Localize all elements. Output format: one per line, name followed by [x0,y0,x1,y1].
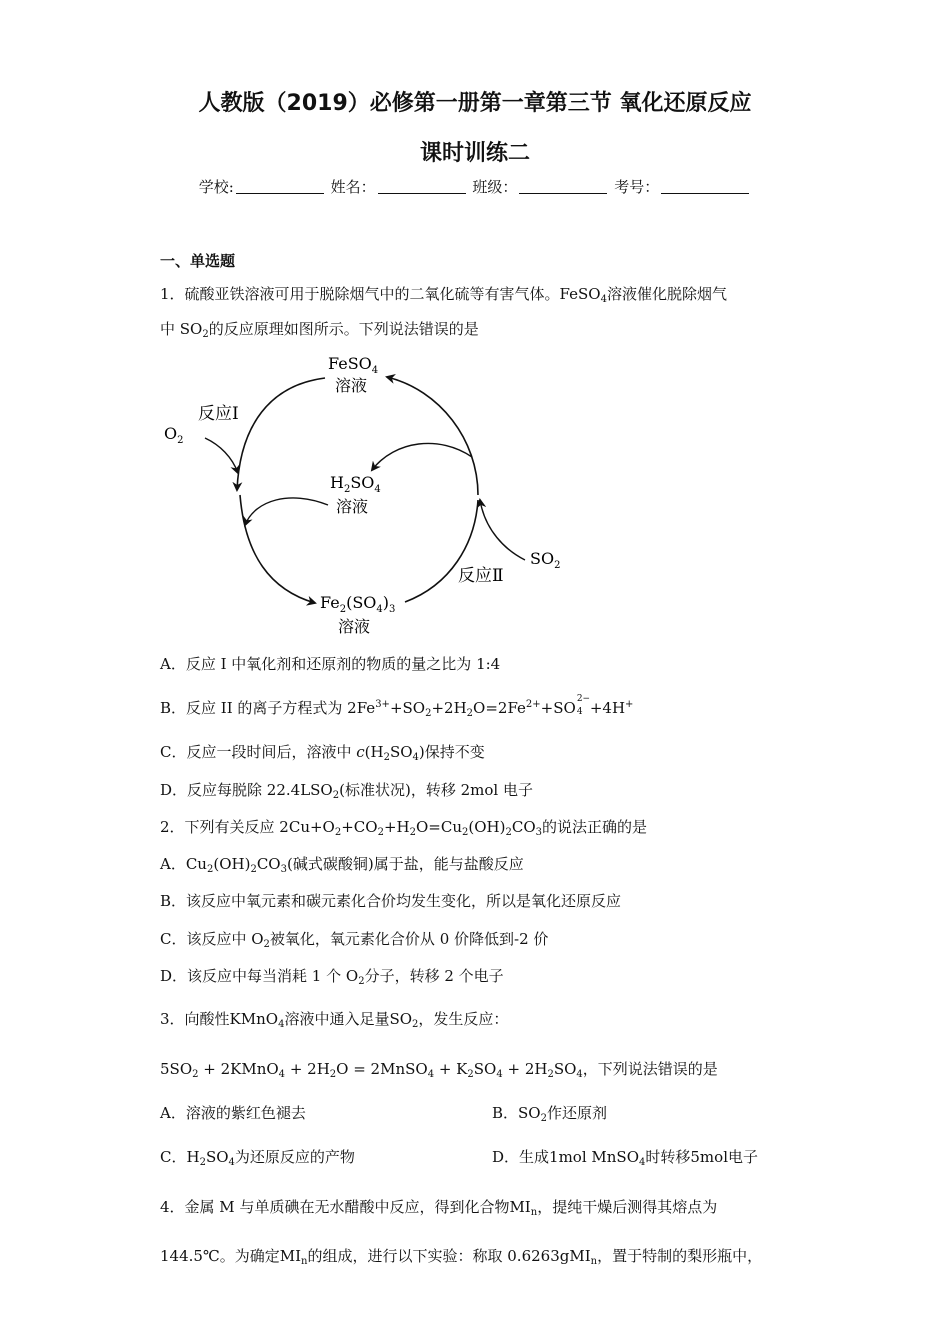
so2-label: $SO_2$ [530,549,561,571]
reaction-cycle-diagram [150,345,590,645]
q1-stem-line1: 1．硫酸亚铁溶液可用于脱除烟气中的二氧化硫等有害气体。FeSO$_4$溶液催化脱除烟气 [160,285,727,305]
arc-feso4-to-left [237,378,325,490]
q3-option-b[interactable]: B．$SO_2$作还原剂 [492,1104,607,1124]
class-label: 班级： [472,178,518,196]
q1-option-c[interactable]: C．反应一段时间后，溶液中 $c(H_2SO_4)$保持不变 [160,743,485,763]
q3-equation: $5SO_2$ + 2KMnO$_4$ + $2H_2O$ = 2MnSO$_4$ + $K_2SO_4 + 2H_2SO_4$，下列说法错误的是 [160,1060,718,1080]
school-field[interactable] [236,179,324,194]
reaction-2-label: 反应Ⅱ [458,566,504,586]
name-field[interactable] [378,179,466,194]
fe2so43-formula: $Fe_2(SO_4)_3$ [320,593,396,615]
q4-stem-line1: 4．金属 M 与单质碘在无水醋酸中反应，得到化合物$MI_n$，提纯干燥后测得其熔点为 [160,1198,718,1218]
h2so4-solution-label: 溶液 [336,497,369,516]
q2-option-c[interactable]: C．该反应中 $O_2$被氧化，氧元素化合价从 0 价降低到-2 价 [160,930,549,950]
fe2so43-solution-label: 溶液 [338,617,371,636]
feso4-formula: FeSO$_4$ [328,354,379,376]
q4-stem-line2: 144.5℃。为确定$MI_n$的组成，进行以下实验：称取 0.6263gMI$_n$，置于特制的梨形瓶中， [160,1247,763,1267]
reaction-1-label: 反应Ⅰ [198,404,239,424]
q2-option-b[interactable]: B．该反应中氧元素和碳元素化合价均发生变化，所以是氧化还原反应 [160,892,622,910]
q3-option-c[interactable]: C．$H_2SO_4$为还原反应的产物 [160,1148,355,1168]
school-label: 学校: [198,178,234,196]
arrow-o2-in [205,438,238,473]
q1-option-b[interactable]: B．反应 II 的离子方程式为 $2Fe^{3+}+SO_2+2H_2O=2Fe^{2+}+SO$ 2− 4 +4H+ [160,694,634,719]
name-label: 姓名： [330,178,376,196]
arc-right-to-feso4 [387,377,478,495]
q3-stem: 3．向酸性KMnO$_4$溶液中通入足量$SO_2$，发生反应： [160,1010,509,1030]
q3-option-a[interactable]: A．溶液的紫红色褪去 [160,1104,306,1122]
q3-option-d[interactable]: D．生成1mol MnSO$_4$时转移5mol电子 [492,1148,759,1168]
q1-option-a[interactable]: A．反应 I 中氧化剂和还原剂的物质的量之比为 1:4 [160,655,501,673]
arc-fe2so43-to-right [405,500,478,602]
arrow-so2-in [480,500,525,560]
page-subtitle: 课时训练二 [419,141,530,166]
arrow-to-h2so4 [372,443,472,470]
q2-option-d[interactable]: D．该反应中每当消耗 1 个 $O_2$分子，转移 2 个电子 [160,967,504,987]
exam-number-label: 考号： [614,178,660,196]
feso4-solution-label: 溶液 [335,376,368,395]
class-field[interactable] [519,179,607,194]
student-info-row [0,176,950,197]
exam-number-field[interactable] [661,179,749,194]
q1-stem-line2: 中 $SO_2$的反应原理如图所示。下列说法错误的是 [160,320,479,340]
q2-option-a[interactable]: A．$Cu_2(OH)_2CO_3$(碱式碳酸铜)属于盐，能与盐酸反应 [160,855,524,875]
page-title: 人教版（2019）必修第一册第一章第三节 氧化还原反应 [198,91,752,116]
section-heading: 一、单选题 [160,252,236,270]
arrow-from-h2so4 [245,498,328,525]
q1-option-d[interactable]: D．反应每脱除 $22.4LSO_2$(标准状况)，转移 2mol 电子 [160,781,533,801]
q2-stem: 2．下列有关反应 $2Cu+O_2+CO_2+H_2O=Cu_2(OH)_2CO_3$的说法正确的是 [160,818,648,838]
arc-to-fe2so43 [240,495,315,603]
o2-label: $O_2$ [164,424,184,446]
h2so4-formula: $H_2SO_4$ [330,473,381,495]
